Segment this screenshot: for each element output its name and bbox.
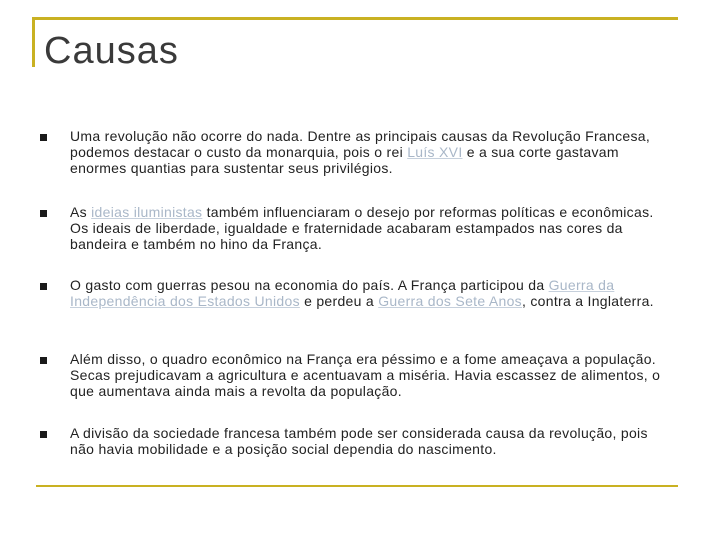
bullet-text-part: e perdeu a xyxy=(299,293,379,309)
link-guerra-independencia-eua[interactable]: Guerra da Independência dos Estados Unidos xyxy=(70,277,615,309)
link-ideias-iluministas[interactable]: ideias iluministas xyxy=(91,204,203,220)
slide-title: Causas xyxy=(44,30,179,72)
square-bullet-icon xyxy=(40,283,47,290)
bullet-text-part: , contra a Inglaterra. xyxy=(521,293,654,309)
square-bullet-icon xyxy=(40,134,47,141)
bullet-text xyxy=(70,277,670,309)
square-bullet-icon xyxy=(40,210,47,217)
title-left-rule xyxy=(32,17,35,67)
bullet-text-part: O gasto com guerras pesou na economia do país. A França participou da xyxy=(70,277,549,293)
bullet-text xyxy=(70,128,670,176)
title-top-rule xyxy=(32,17,678,20)
bullet-text-part: e a sua corte gastavam enormes quantias para sustentar seus privilégios. xyxy=(70,144,619,176)
bullet-text xyxy=(70,204,670,252)
bullet-text xyxy=(70,351,670,399)
bullet-text-part: Além disso, o quadro econômico na França era péssimo e a fome ameaçava a população. Secas prejudicavam a agricultura e acentuavam a miséria. Havia escassez de alimentos, o que aumentava ainda mais a revolta da população. xyxy=(70,351,661,399)
square-bullet-icon xyxy=(40,431,47,438)
bullet-text-part: Uma revolução não ocorre do nada. Dentre as principais causas da Revolução Francesa, podemos destacar o custo da monarquia, pois o rei xyxy=(70,128,651,160)
bullet-text-part: também influenciaram o desejo por reformas políticas e econômicas. Os ideais de liberdade, igualdade e fraternidade acabaram estampados nas cores da bandeira e também no hino da França. xyxy=(70,204,654,252)
bullet-text xyxy=(70,425,670,457)
bullet-text-part: As xyxy=(70,204,92,220)
bullet-text-part: A divisão da sociedade francesa também pode ser considerada causa da revolução, pois não havia mobilidade e a posição social dependia do nascimento. xyxy=(70,425,648,457)
footer-rule xyxy=(36,485,678,487)
square-bullet-icon xyxy=(40,357,47,364)
link-guerra-sete-anos[interactable]: Guerra dos Sete Anos xyxy=(378,293,522,309)
link-luis-xvi[interactable]: Luís XVI xyxy=(407,144,463,160)
